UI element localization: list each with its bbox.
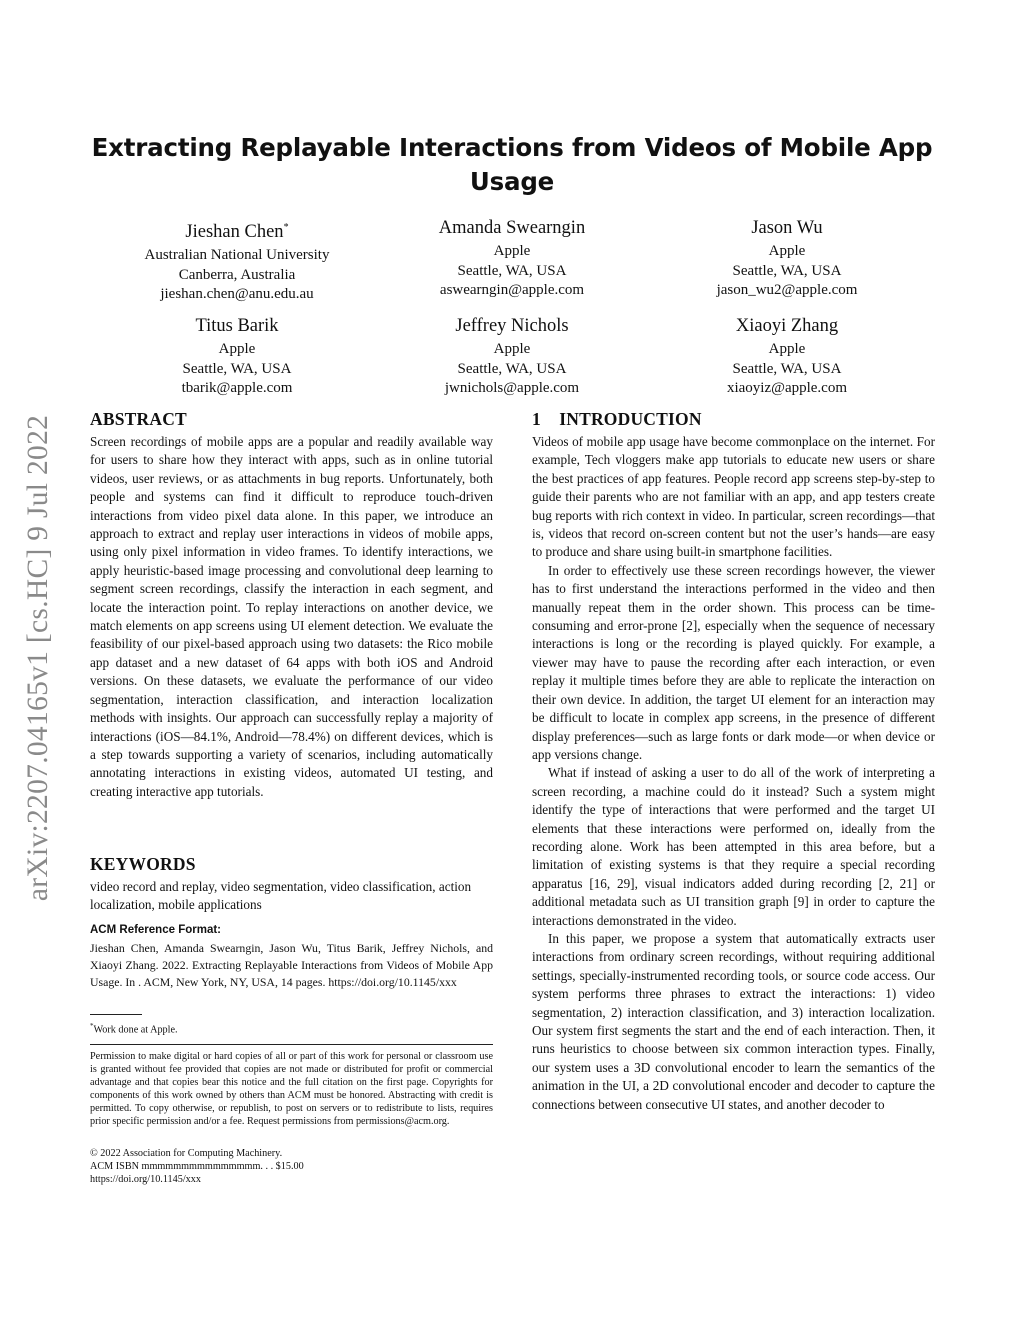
- author-block: [637, 314, 937, 399]
- author-affiliation: Apple: [493, 341, 531, 357]
- author-affiliation: Apple: [218, 341, 256, 357]
- author-block: [87, 314, 387, 399]
- author-location: Seattle, WA, USA: [732, 262, 842, 279]
- author-name: Xiaoyi Zhang: [735, 316, 839, 336]
- footnote-rule: [90, 1014, 142, 1015]
- introduction-body: [532, 433, 935, 1114]
- acm-reference-heading: ACM Reference Format:: [90, 924, 221, 936]
- author-location: Seattle, WA, USA: [457, 262, 567, 279]
- footnote-mark: *: [90, 1022, 94, 1030]
- footnote: [90, 1020, 493, 1036]
- keywords-heading: KEYWORDS: [90, 854, 196, 874]
- paper-title: Extracting Replayable Interactions from Videos of Mobile App Usage: [91, 133, 933, 196]
- author-block: [362, 314, 662, 399]
- footnote-text: Work done at Apple.: [93, 1024, 178, 1036]
- author-location: Canberra, Australia: [178, 266, 296, 283]
- author-affiliation: Apple: [768, 341, 806, 357]
- intro-paragraph: In order to effectively use these screen recordings however, the viewer has to first understand the interactions performed in the video and then manually repeat them in the order shown. This process can be time-consuming and error-prone [2], especially when the sequence of necessary interactions is long or the recording is played quickly. For example, a viewer may have to pause the recording after each interaction, or even replay it multiple times before they are able to replicate the interaction on their own device. In addition, the target UI element for an interaction may be difficult to locate in complex app screens, in the presence of different display preferences—such as large fonts or dark mode—or when device or app versions change.: [532, 562, 935, 762]
- author-block: [87, 216, 387, 305]
- author-name: Titus Barik: [195, 316, 279, 336]
- author-name: Jeffrey Nichols: [455, 316, 569, 336]
- author-location: Seattle, WA, USA: [732, 360, 842, 377]
- abstract-heading: ABSTRACT: [90, 409, 187, 429]
- intro-paragraph: What if instead of asking a user to do all of the work of interpreting a screen recording, a machine could do it instead? Such a system might identify the type of interactions that were performed and the target UI elements that these interactions were performed on, ideally from the recording alone. Work has been attempted in this area before, but a limitation of existing systems is that they require a special recording apparatus [16, 29], visual indicators added during recording [2, 21] or additional metadata such as UI transition graph [9] in order to capture the interactions demonstrated in the video.: [532, 765, 935, 928]
- author-name: Jason Wu: [751, 218, 823, 238]
- author-email[interactable]: jwnichols@apple.com: [444, 380, 580, 397]
- author-location: Seattle, WA, USA: [182, 360, 292, 377]
- keywords-text: video record and replay, video segmentation, video classification, action localization, mobile applications: [90, 879, 472, 913]
- copyright-line: © 2022 Association for Computing Machinery.: [90, 1148, 283, 1159]
- author-affiliation: Australian National University: [144, 247, 330, 264]
- permission-rule: [90, 1044, 493, 1045]
- author-email[interactable]: aswearngin@apple.com: [439, 282, 585, 299]
- author-location: Seattle, WA, USA: [457, 360, 567, 377]
- author-email[interactable]: xiaoyiz@apple.com: [726, 380, 848, 397]
- author-block: [637, 216, 937, 301]
- arxiv-stamp: arXiv:2207.04165v1 [cs.HC] 9 Jul 2022: [22, 414, 54, 902]
- author-block: [362, 216, 662, 301]
- author-affiliation: Apple: [768, 243, 806, 259]
- permission-notice: Permission to make digital or hard copies of all or part of this work for personal or classroom use is granted without fee provided that copies are not made or distributed for profit or commercial advantage and that copies bear this notice and the full citation on the first page. Copyrights for components of this work owned by others than ACM must be honored. Abstracting with credit is permitted. To copy otherwise, or republish, to post on servers or to redistribute to lists, requires prior specific permission and/or a fee. Request permissions from permissions@acm.org.: [90, 1051, 493, 1127]
- introduction-heading: 1 INTRODUCTION: [532, 409, 702, 429]
- author-email[interactable]: tbarik@apple.com: [181, 380, 293, 397]
- isbn-line: ACM ISBN mmmmmmmmmmmmmmm. . . $15.00: [90, 1161, 304, 1172]
- intro-paragraph: Videos of mobile app usage have become commonplace on the internet. For example, Tech vloggers make app tutorials to educate new users or share the best practices of app features. People record app screens step-by-step to guide their parents who are not familiar with an app, and app testers create bug reports with rich context in video. In particular, screen recordings—that is, videos that record on-screen content but not the user’s hands—are easy to produce and share using built-in smartphone facilities.: [532, 434, 935, 560]
- author-name: Amanda Swearngin: [438, 218, 586, 238]
- author-affiliation: Apple: [493, 243, 531, 259]
- doi-link[interactable]: https://doi.org/10.1145/xxx: [90, 1174, 201, 1185]
- author-email[interactable]: jieshan.chen@anu.edu.au: [160, 286, 314, 303]
- intro-paragraph: In this paper, we propose a system that automatically extracts user interactions from ordinary screen recordings, without requiring additional settings, specially-instrumented recording tools, or source code access. Our system performs three phrases to extract the interactions: 1) video segmentation, 2) interaction classification, and 3) interaction localization. Our system first segments the start and the end of each interaction. Then, it runs heuristics to choose between six common interaction types. Finally, our system uses a 3D convolutional encoder to learn the semantics of the animation in the UI, a 2D convolutional encoder and decoder to capture the connections between consecutive UI states, and another decoder to: [532, 930, 935, 1112]
- abstract-text: Screen recordings of mobile apps are a popular and readily available way for users to share how they interact with apps, such as in online tutorial videos, user reviews, or as attachments in bug reports. Unfortunately, both people and systems can find it difficult to reproduce touch-driven interactions from video pixel data alone. In this paper, we introduce an approach to extract and replay user interactions in videos of mobile apps, using only pixel information in video frames. To identify interactions, we apply heuristic-based image processing and convolutional deep learning to segment screen recordings, classify the interaction in each segment, and locate the interaction point. To replay interactions on another device, we match elements on app screens using UI element detection. We evaluate the feasibility of our pixel-based approach using two datasets: the Rico mobile app dataset and a new dataset of 64 apps with both iOS and Android versions. On these datasets, we evaluate the performance of our video segmentation, interaction classification, and interaction localization methods with insights. Our approach can successfully replay a majority of interactions (iOS—84.1%, Android—78.4%) on different devices, which is a step towards supporting a variety of scenarios, including automatically annotating interactions in existing videos, automated UI testing, and creating interactive app tutorials.: [90, 434, 493, 799]
- acm-reference-text: Jieshan Chen, Amanda Swearngin, Jason Wu, Titus Barik, Jeffrey Nichols, and Xiaoyi Zhang. 2022. Extracting Replayable Interactions from Videos of Mobile App Usage. In . ACM, New York, NY, USA, 14 pages. https://doi.org/10.1145/xxx: [90, 941, 493, 990]
- author-name: Jieshan Chen*: [185, 222, 289, 243]
- author-email[interactable]: jason_wu2@apple.com: [716, 282, 858, 299]
